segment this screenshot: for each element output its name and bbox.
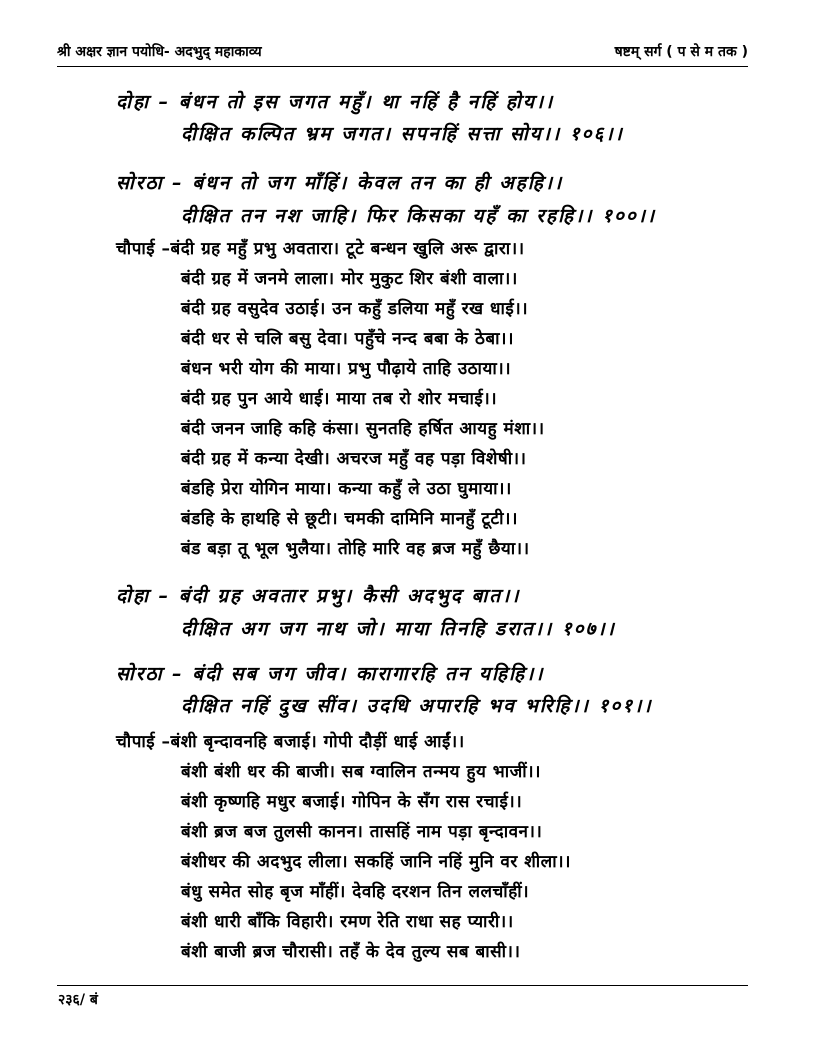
choupai-1-line-3: बंदी ग्रह वसुदेव उठाई। उन कहुँ डलिया महुँ रख धाई।। [181,299,529,319]
doha-2-line-1: दोहा – बंदी ग्रह अवतार प्रभु। कैसी अदभुद बात।। [116,585,521,607]
chapter-title: षष्टम् सर्ग ( प से म तक ) [614,44,748,60]
choupai-1-line-1: चौपाई –बंदी ग्रह महुँ प्रभु अवतारा। टूटे बन्धन खुलि अरू द्वारा।। [116,239,525,259]
choupai-1-line-8: बंदी ग्रह में कन्या देखी। अचरज महुँ वह पड़ा विशेषी।। [181,449,527,469]
choupai-2-line-6: बंधु समेत सोह बृज माँहीं। देवहि दरशन तिन ललचाँहीं। [181,882,530,902]
soratha-1-line-1: सोरठा – बंधन तो जग माँहिं। केवल तन का ही अहहि।। [116,172,564,194]
choupai-2-line-2: बंशी बंशी धर की बाजी। सब ग्वालिन तन्मय हुय भाजीं।। [181,762,542,782]
choupai-2-line-4: बंशी ब्रज बज तुलसी कानन। तासहिं नाम पड़ा बृन्दावन।। [181,822,543,842]
soratha-1-line-2: दीक्षित तन नश जाहि। फिर किसका यहँ का रहहि।। १००।। [181,205,657,227]
choupai-2-line-3: बंशी कृष्णहि मधुर बजाई। गोपिन के सँग रास रचाई।। [181,792,523,812]
footer-rule [57,985,748,986]
choupai-1-line-10: बंडहि के हाथहि से छूटी। चमकी दामिनि मानहुँ टूटी।। [181,509,518,529]
choupai-1-line-2: बंदी ग्रह में जनमे लाला। मोर मुकुट शिर बंशी वाला।। [181,269,518,289]
choupai-1-line-4: बंदी धर से चलि बसु देवा। पहुँचे नन्द बबा के ठेबा।। [181,329,514,349]
page-number: २३६/ बं [58,992,98,1008]
choupai-2-line-1: चौपाई –बंशी बृन्दावनहि बजाई। गोपी दौड़ीं धाई आईं।। [116,732,465,752]
choupai-2-line-8: बंशी बाजी ब्रज चौरासी। तहँ के देव तुल्य सब बासी।। [181,942,521,962]
choupai-1-line-9: बंडहि प्रेरा योगिन माया। कन्या कहुँ ले उठा घुमाया।। [181,479,512,499]
running-header [57,38,748,67]
book-title: श्री अक्षर ज्ञान पयोधि- अदभुद् महाकाव्य [57,44,262,60]
choupai-1-line-6: बंदी ग्रह पुन आये धाई। माया तब रो शोर मचाई।। [181,389,498,409]
soratha-2-line-1: सोरठा – बंदी सब जग जीव। कारागारहि तन यहिहि।। [116,663,545,685]
choupai-2-line-5: बंशीधर की अदभुद लीला। सकहिं जानि नहिं मुनि वर शीला।। [181,852,571,872]
doha-1-line-2: दीक्षित कल्पित भ्रम जगत। सपनहिं सत्ता सोय।। १०६।। [181,123,624,145]
choupai-1-line-11: बंड बड़ा तू भूल भुलैया। तोहि मारि वह ब्रज महुँ छैया।। [181,539,530,559]
choupai-1-line-7: बंदी जनन जाहि कहि कंसा। सुनतहि हर्षित आयहु मंशा।। [181,419,545,439]
doha-2-line-2: दीक्षित अग जग नाथ जो। माया तिनहि डरात।। १०७।। [181,618,616,640]
soratha-2-line-2: दीक्षित नहिं दुख सींव। उदधि अपारहि भव भरिहि।। १०१।। [181,695,653,717]
doha-1-line-1: दोहा – बंधन तो इस जगत महुँ। था नहिं है नहिं होय।। [116,91,555,113]
choupai-2-line-7: बंशी धारी बाँकि विहारी। रमण रेति राधा सह प्यारी।। [181,912,514,932]
choupai-1-line-5: बंधन भरी योग की माया। प्रभु पौढ़ाये ताहि उठाया।। [181,359,512,379]
